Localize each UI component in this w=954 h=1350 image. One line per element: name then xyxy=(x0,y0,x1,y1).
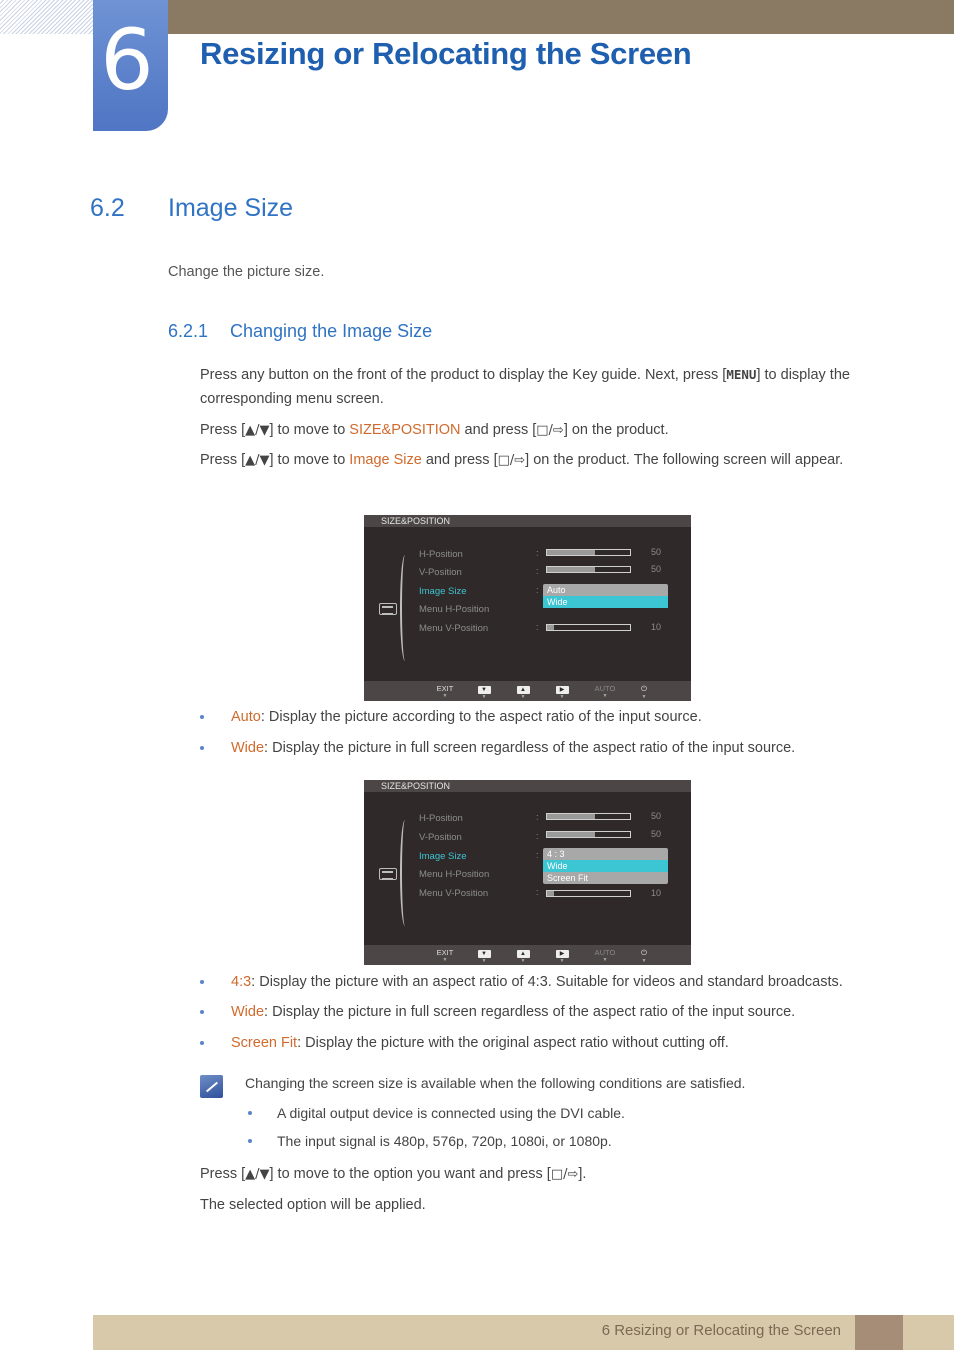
osd-footer xyxy=(364,945,691,965)
osd-option-4-3[interactable]: 4 : 3 xyxy=(547,849,565,859)
osd-item-v-position[interactable]: V-Position xyxy=(419,832,462,843)
footer-text: 6 Resizing or Relocating the Screen xyxy=(601,1322,841,1339)
section-intro: Change the picture size. xyxy=(168,264,325,280)
osd-arc xyxy=(400,820,410,926)
osd-menu-auto-wide: SIZE&POSITION H-Position : 50 V-Position : 50 Image Size : Auto Wide Menu H-Position Menu V-Position : 10 EXIT ▼ ▼ ▼ ▲ ▼ ▶ ▼ AUTO ▼ ⏻ ▼ xyxy=(364,515,691,701)
osd-header: SIZE&POSITION xyxy=(364,515,691,527)
osd-v-position-value: 50 xyxy=(651,564,662,574)
paragraph-size-position: Press [▲/▼] to move to SIZE&POSITION and press [□/⇨] on the product. xyxy=(200,422,669,438)
osd-item-menu-h-position[interactable]: Menu H-Position xyxy=(419,869,490,880)
osd-power-button[interactable]: ⏻ ▼ xyxy=(641,948,647,964)
chapter-title: Resizing or Relocating the Screen xyxy=(200,36,692,71)
paragraph-applied: The selected option will be applied. xyxy=(200,1197,426,1213)
paragraph-select-option: Press [▲/▼] to move to the option you want and press [□/⇨]. xyxy=(200,1166,587,1182)
subsection-number: 6.2.1 xyxy=(168,321,209,341)
chapter-number: 6 xyxy=(100,11,154,109)
osd-down-button[interactable]: ▼ ▼ xyxy=(472,684,496,700)
up-down-icon: ▲/▼ xyxy=(245,423,270,438)
osd-exit-button[interactable]: EXIT ▼ xyxy=(436,948,454,963)
osd-arc xyxy=(400,555,410,661)
subsection-title: Changing the Image Size xyxy=(230,321,433,341)
enter-icon: □/⇨ xyxy=(536,423,564,438)
osd-item-menu-h-position[interactable]: Menu H-Position xyxy=(419,604,490,615)
paragraph-menu: Press any button on the front of the product to display the Key guide. Next, press [MENU] to display the corresponding menu screen. xyxy=(200,367,850,407)
osd-option-auto[interactable]: Auto xyxy=(547,585,566,595)
osd-menu-v-position-bar[interactable] xyxy=(546,624,631,631)
osd-image-size-dropdown[interactable] xyxy=(543,584,668,608)
size-position-icon xyxy=(379,603,397,615)
osd-down-button[interactable]: ▼ ▼ xyxy=(472,948,496,964)
header-bar xyxy=(168,0,954,34)
osd-h-position-bar[interactable] xyxy=(546,813,631,820)
osd-item-v-position[interactable]: V-Position xyxy=(419,567,462,578)
osd-enter-button[interactable]: ▶ ▼ xyxy=(550,948,574,964)
osd-h-position-bar[interactable] xyxy=(546,549,631,556)
osd-option-screen-fit[interactable]: Screen Fit xyxy=(547,873,589,883)
paragraph-image-size: Press [▲/▼] to move to Image Size and press [□/⇨] on the product. The following screen will appear. xyxy=(200,452,844,468)
osd-v-position-value: 50 xyxy=(651,829,662,839)
osd-h-position-value: 50 xyxy=(651,811,662,821)
osd-item-h-position[interactable]: H-Position xyxy=(419,813,463,824)
osd-item-image-size[interactable]: Image Size xyxy=(419,586,467,597)
section-title: Image Size xyxy=(168,194,294,222)
osd-exit-button[interactable]: EXIT ▼ xyxy=(436,684,454,699)
osd-footer xyxy=(364,681,691,701)
size-position-icon xyxy=(379,868,397,880)
note-text: Changing the screen size is available when the following conditions are satisfied. xyxy=(245,1075,746,1091)
power-icon: ⏻ xyxy=(641,948,647,957)
page-footer xyxy=(93,1315,954,1350)
osd-menu-v-position-value: 10 xyxy=(651,622,662,632)
osd-menu-v-position-value: 10 xyxy=(651,888,662,898)
header-hatch xyxy=(0,0,93,34)
osd-image-size-dropdown[interactable] xyxy=(543,848,668,884)
enter-icon: □/⇨ xyxy=(497,453,526,468)
osd-auto-button[interactable]: AUTO ▼ xyxy=(594,684,616,699)
page-number-tab xyxy=(855,1315,903,1350)
osd-v-position-bar[interactable] xyxy=(546,566,631,573)
osd-item-menu-v-position[interactable]: Menu V-Position xyxy=(419,888,489,899)
osd-v-position-bar[interactable] xyxy=(546,831,631,838)
osd-header: SIZE&POSITION xyxy=(364,780,691,792)
osd-item-image-size[interactable]: Image Size xyxy=(419,851,467,862)
osd-option-wide[interactable]: Wide xyxy=(543,860,668,872)
osd-power-button[interactable]: ⏻ ▼ xyxy=(641,684,647,700)
osd-item-h-position[interactable]: H-Position xyxy=(419,549,463,560)
up-down-icon: ▲/▼ xyxy=(245,1167,270,1182)
osd-up-button[interactable]: ▲ ▼ xyxy=(511,684,535,700)
osd-menu-43-wide-screenfit: SIZE&POSITION H-Position : 50 V-Position : 50 Image Size : 4 : 3 Wide Screen Fit Menu H-Position Menu V-Position : 10 EXIT ▼ ▼ ▼ ▲ ▼ ▶ ▼ AUTO ▼ ⏻ ▼ xyxy=(364,780,691,965)
menu-key: MENU xyxy=(726,367,757,382)
osd-auto-button[interactable]: AUTO ▼ xyxy=(594,948,616,963)
enter-icon: □/⇨ xyxy=(550,1167,579,1182)
section-number: 6.2 xyxy=(90,194,125,222)
osd-up-button[interactable]: ▲ ▼ xyxy=(511,948,535,964)
power-icon: ⏻ xyxy=(641,684,647,693)
osd-menu-v-position-bar[interactable] xyxy=(546,890,631,897)
up-down-icon: ▲/▼ xyxy=(245,453,270,468)
note-icon xyxy=(200,1075,223,1098)
osd-enter-button[interactable]: ▶ ▼ xyxy=(550,684,574,700)
osd-item-menu-v-position[interactable]: Menu V-Position xyxy=(419,623,489,634)
osd-h-position-value: 50 xyxy=(651,547,662,557)
osd-option-wide[interactable]: Wide xyxy=(543,596,668,608)
